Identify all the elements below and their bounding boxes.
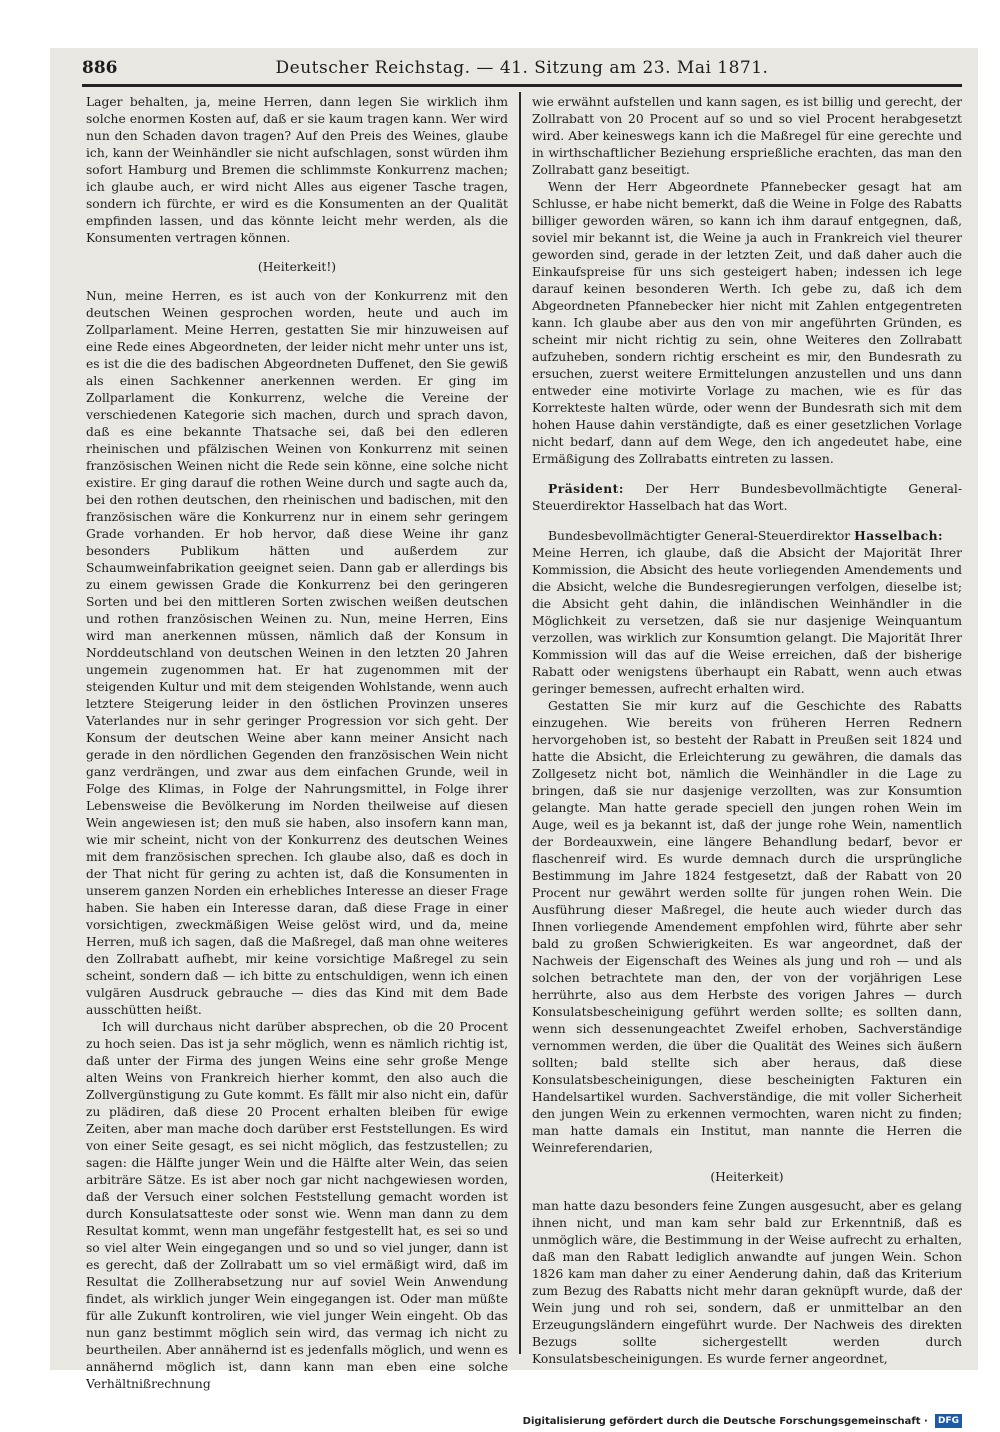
page-number: 886 xyxy=(82,58,118,78)
header-rule xyxy=(82,84,962,87)
paragraph: Gestatten Sie mir kurz auf die Geschichte des Rabatts einzugehen. Wie bereits von früheren Herren Rednern hervorgehoben ist, so besteht der Rabatt in Preußen seit 1824 und hatte die Absicht, die Erleichterung zu gewähren, die damals das Zollgesetz nicht bot, nämlich die Weinhändler in die Lage zu bringen, daß sie nur dasjenige verzollten, was zur Konsumtion gelangte. Man hatte gerade speciell den jungen rohen Wein im Auge, weil es ja bekannt ist, daß der junge rohe Wein, namentlich der Bordeauxwein, eine längere Behandlung bedarf, bevor er flaschenreif wird. Es wurde demnach durch die ursprüngliche Bestimmung im Jahre 1824 festgesetzt, daß der Rabatt von 20 Procent nur gewährt werden sollte für jungen rohen Wein. Die Ausführung dieser Maßregel, die heute auch wieder durch das Ihnen vorliegende Amendement empfohlen wird, führte aber sehr bald zu großen Schwierigkeiten. Es war angeordnet, daß der Nachweis der Eigenschaft des Weines als jung und roh — und als solchen betrachtete man den, der von der vorjährigen Lese herrührte, also aus dem Herbste des vorigen Jahres — durch Konsulatsbescheinigung geführt werden sollte; es sollten dann, wenn sich dessenungeachtet Zweifel erhoben, Sachverständige vernommen werden, die über die Qualität des Weines sich äußern sollten; bald stellte sich aber heraus, daß diese Konsulatsbescheinigungen, diese bescheinigten Fakturen ein Handelsartikel wurden. Sachverständige, die mit voller Sicherheit den jungen Wein zu erkennen vermochten, waren nicht zu finden; man hatte damals ein Institut, man nannte die Herren die Weinreferendarien, xyxy=(532,699,962,1155)
president-label: Präsident: xyxy=(547,481,624,496)
heiterkeit-note: (Heiterkeit) xyxy=(710,1170,784,1184)
paragraph: Lager behalten, ja, meine Herren, dann legen Sie wirklich ihm solche enormen Kosten auf, daß er sie kaum tragen kann. Wer wird nun den Schaden davon tragen? Auf den Preis des Weines, glaube ich, kann der Weinhändler sie nicht aufschlagen, sonst würden ihm sofort Hamburg und Bremen die schlimmste Konkurrenz machen; ich glaube auch, er wird nicht Alles aus eigener Tasche tragen, sondern ich fürchte, er wird es die Konsumenten an der Qualität empfinden lassen, und das könnte leicht mehr werden, als die Konsumenten vertragen können. xyxy=(86,95,508,245)
speaker-name: Hasselbach: xyxy=(854,528,944,543)
speaker-role: Bundesbevollmächtigter General-Steuerdirektor xyxy=(547,529,851,543)
paragraph: Nun, meine Herren, es ist auch von der Konkurrenz mit den deutschen Weinen gesprochen worden, heute und auch im Zollparlament. Meine Herren, gestatten Sie mir hinzuweisen auf eine Rede eines Abgeordneten, der leider nicht mehr unter uns ist, es ist die die des badischen Abgeordneten Duffenet, den Sie gewiß als einen Sachkenner anerkennen werden. Er ging im Zollparlament die Konkurrenz, welche die Vereine der verschiedenen Kategorie sich machen, durch und sprach davon, daß es eine bekannte Thatsache sei, daß bei den edleren rheinischen und pfälzischen Weinen von Konkurrenz mit seinen französischen Weinen nicht die Rede sein könne, eine solche nicht existire. Er ging darauf die rothen Weine durch und sagte auch da, bei den rothen deutschen, den rheinischen und badischen, mit den französischen wäre die Konkurrenz nur in einem sehr geringem Grade vorhanden. Er hob hervor, daß diese Weine ihr ganz besonders Publikum hätten und außerdem zur Schaumweinfabrikation geeignet seien. Dann gab er allerdings bis zu einem gewissen Grade die Konkurrenz bei den geringeren Sorten und bei den mittleren Sorten zwischen weißen deutschen und rothen französischen Weinen zu. Nun, meine Herren, Eins wird man anerkennen müssen, nämlich daß der Konsum in Norddeutschland von deutschen Weinen in den letzten 20 Jahren ungemein zugenommen hat. Er hat zugenommen mit der steigenden Kultur und mit dem steigenden Wohlstande, wenn auch letztere Steigerung leider in den östlichen Provinzen unseres Vaterlandes nur in sehr geringer Progression vor sich geht. Der Konsum der deutschen Weine aber kann meiner Ansicht nach gerade in den nördlichen Gegenden den französischen Wein nicht ganz verdrängen, und zwar aus dem einfachen Grunde, weil in Folge des Klimas, in Folge der Nahrungsmittel, in Folge ihrer Lebensweise die Bevölkerung im Norden theilweise auf diesen Wein angewiesen ist; den muß sie haben, also insofern kann man, wie mir scheint, nicht von der Konkurrenz des deutschen Weines mit dem französischen sprechen. Ich glaube also, daß es doch in der That nicht für gering zu achten ist, daß die Konsumenten in unserem ganzen Norden ein erhebliches Interesse an dieser Frage haben. Sie haben ein Interesse daran, daß diese Frage in einer vorsichtigen, zweckmäßigen Weise gelöst wird, und da, meine Herren, muß ich sagen, daß die Maßregel, daß man ohne weiteres den Zollrabatt aufhebt, mir keine vorsichtige Maßregel zu sein scheint, sondern daß — ich bitte zu entschuldigen, wenn ich einen vulgären Ausdruck gebrauche — dies das Kind mit dem Bade ausschütten heißt. xyxy=(86,289,508,1017)
right-column xyxy=(532,94,962,1366)
paragraph: man hatte dazu besonders feine Zungen ausgesucht, aber es gelang ihnen nicht, und man kam sehr bald zur Erkenntniß, daß es unmöglich wäre, die Bestimmung in der Weise aufrecht zu erhalten, daß man den Rabatt lediglich anwandte auf jungen Wein. Schon 1826 kam man daher zu einer Aenderung dahin, daß das Kriterium zum Bezug des Rabatts nicht mehr daran geknüpft wurde, daß der Wein jung und roh sei, sondern, daß er unmittelbar an den Erzeugungsländern eingeführt wurde. Der Nachweis des direkten Bezugs sollte sichergestellt werden durch Konsulatsbescheinigungen. Es wurde ferner angeordnet, xyxy=(532,1199,962,1366)
digitization-footer xyxy=(523,1414,962,1430)
column-divider xyxy=(519,92,521,1354)
paragraph: Ich will durchaus nicht darüber absprechen, ob die 20 Procent zu hoch seien. Das ist ja sehr möglich, wenn es nämlich richtig ist, daß unter der Firma des jungen Weins eine sehr große Menge alten Weins von Frankreich hierher kommt, den also auch die Zollvergünstigung zu Gute kommt. Es fällt mir also nicht ein, dafür zu plädiren, daß diese 20 Procent erhalten bleiben für ewige Zeiten, aber man mache doch darüber erst Feststellungen. Es wird von einer Seite gesagt, es sei nicht möglich, das festzustellen; zu sagen: die Hälfte junger Wein und die Hälfte alter Wein, das seien arbiträre Sätze. Es ist aber noch gar nicht nachgewiesen worden, daß der Versuch einer solchen Feststellung gemacht worden ist durch Konsulatsatteste oder sonst wie. Wenn man dann zu dem Resultat kommt, wenn man ungefähr festgestellt hat, es sei so und so viel alter Wein eingegangen und so und so viel junger, dann ist es gerecht, daß der Zollrabatt um so viel ermäßigt wird, daß im Resultat die Zollherabsetzung nur auf soviel Wein Anwendung findet, als wirklich junger Wein eingegangen ist. Oder man müßte für alle Zukunft kontroliren, wie viel junger Wein eingeht. Ob das nun ganz bestimmt möglich sein wird, das vermag ich nicht zu beurtheilen. Aber annähernd ist es jedenfalls möglich, und wenn es annähernd möglich ist, dann kann man eben eine solche Verhältnißrechnung xyxy=(86,1020,508,1391)
running-title: Deutscher Reichstag. — 41. Sitzung am 23. Mai 1871. xyxy=(275,58,769,78)
paragraph: Meine Herren, ich glaube, daß die Absicht der Majorität Ihrer Kommission, die Absicht des heute vorliegenden Amendements und die Absicht, welche die Bundesregierungen verfolgen, dieselbe ist; die Absicht geht dahin, die inländischen Weinhändler in die Möglichkeit zu versetzen, daß sie nur dasjenige Weinquantum verzollen, was wirklich zur Konsumtion gelangt. Die Majorität Ihrer Kommission will das auf die Weise erreichen, daß der bisherige Rabatt oder wenigstens überhaupt ein Rabatt, wenn auch etwas geringer bemessen, aufrecht erhalten wird. xyxy=(532,546,962,696)
paragraph: wie erwähnt aufstellen und kann sagen, es ist billig und gerecht, der Zollrabatt von 20 Procent auf so und so viel Procent herabgesetzt wird. Aber keineswegs kann ich die Maßregel für eine gerechte und in wirthschaftlicher Beziehung ersprießliche erachten, das man den Zollrabatt ganz beseitigt. xyxy=(532,95,962,177)
speaker-line xyxy=(532,527,962,545)
left-column xyxy=(86,94,508,1391)
footer-credit: Digitalisierung gefördert durch die Deutsche Forschungsgemeinschaft · xyxy=(522,1416,928,1427)
dfg-logo: DFG xyxy=(935,1414,962,1428)
heiterkeit-note: (Heiterkeit!) xyxy=(257,260,337,274)
president-text: Der Herr Bundesbevollmächtigte General-Steuerdirektor Hasselbach hat das Wort. xyxy=(532,482,962,513)
page-header xyxy=(82,56,962,80)
president-statement xyxy=(532,480,962,515)
paragraph: Wenn der Herr Abgeordnete Pfannebecker gesagt hat am Schlusse, er habe nicht bemerkt, daß die Weine in Folge des Rabatts billiger geworden wären, so kann ich ihm darauf entgegnen, daß, soviel mir bekannt ist, die Weine ja auch in Frankreich viel theurer geworden sind, gerade in der letzten Zeit, und daß daher auch die Einkaufspreise für uns sich gesteigert haben; indessen ich lege darauf keinen besonderen Werth. Ich gebe zu, daß ich dem Abgeordneten Pfannebecker hier nicht mit Zahlen entgegentreten kann. Ich glaube aber aus den von mir angeführten Gründen, es scheint mir nicht richtig zu sein, ohne Weiteres den Zollrabatt aufzuheben, sondern richtig erscheint es mir, den Bundesrath zu ersuchen, zuerst weitere Ermittelungen anzustellen und uns dann entweder eine motivirte Vorlage zu machen, wie es für das Korrekteste halten würde, oder wenn der Bundesrath sich mit dem hohen Hause dahin verständigte, daß es einer gesetzlichen Vorlage nicht bedarf, dann auf dem Wege, den ich angedeutet habe, eine Ermäßigung des Zollrabatts eintreten zu lassen. xyxy=(532,180,962,466)
